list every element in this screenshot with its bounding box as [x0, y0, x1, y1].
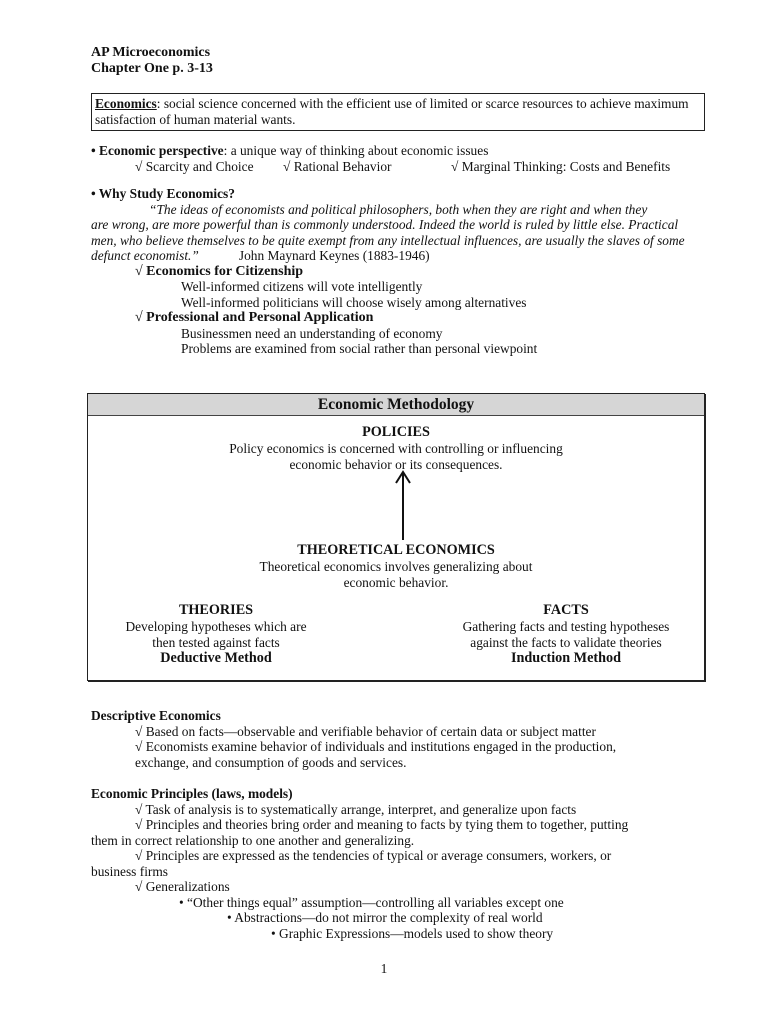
generalizations-item: √ Generalizations	[135, 879, 230, 894]
list-item-cont: them in correct relationship to one another and generalizing.	[91, 832, 415, 848]
policies-block: POLICIES Policy economics is concerned with controlling or influencing economic behavior or its consequences.	[88, 424, 704, 472]
keynes-quote: “The ideas of economists and political philosophers, both when they are right and when they are wrong, are more powerful than is commonly understood. Indeed the world is ruled by little else. Practical men, who believe themselves to be quite exempt from any intellectual influences, are usually the slaves of some defunct economist.” John Maynard Keynes (1883-1946)	[91, 201, 685, 263]
perspective-section	[91, 143, 705, 174]
list-item-cont: business firms	[91, 863, 168, 879]
professional-heading: √ Professional and Personal Application	[135, 310, 374, 325]
citizenship-heading: √ Economics for Citizenship	[135, 263, 304, 279]
list-item: √ Based on facts—observable and verifiable behavior of certain data or subject matter	[135, 723, 596, 739]
definition-box	[91, 93, 705, 131]
list-item: Businessmen need an understanding of economy	[181, 325, 443, 341]
descriptive-heading: Descriptive Economics	[91, 708, 221, 723]
sub-item: • Graphic Expressions—models used to show theory	[271, 925, 554, 941]
deductive-method: Deductive Method	[160, 650, 272, 666]
principles-heading: Economic Principles (laws, models)	[91, 786, 293, 801]
methodology-box	[87, 393, 705, 681]
list-item-cont: exchange, and consumption of goods and services.	[135, 754, 407, 770]
definition-term: Economics	[95, 96, 157, 111]
perspective-item: √ Marginal Thinking: Costs and Benefits	[451, 158, 671, 174]
perspective-items	[91, 159, 705, 175]
list-item: Well-informed politicians will choose wisely among alternatives	[181, 294, 527, 310]
theoretical-heading: THEORETICAL ECONOMICS	[297, 542, 495, 558]
perspective-text: : a unique way of thinking about economic issues	[223, 143, 489, 158]
facts-block: FACTS Gathering facts and testing hypotheses against the facts to validate theories Induction Method	[441, 602, 691, 667]
perspective-label: • Economic perspective	[91, 143, 224, 158]
why-study-section	[91, 186, 705, 357]
up-arrow-icon	[393, 470, 413, 540]
sub-item: • “Other things equal” assumption—controlling all variables except one	[179, 894, 564, 910]
definition-text: : social science concerned with the efficient use of limited or scarce resources to achieve maximum satisfaction of human material wants.	[95, 96, 689, 127]
list-item: √ Principles are expressed as the tendencies of typical or average consumers, workers, or	[135, 848, 612, 863]
list-item: √ Task of analysis is to systematically arrange, interpret, and generalize upon facts	[135, 801, 577, 817]
list-item: √ Economists examine behavior of individuals and institutions engaged in the production,	[135, 739, 617, 754]
lower-sections	[91, 708, 705, 941]
theories-block: THEORIES Developing hypotheses which are then tested against facts Deductive Method	[91, 602, 341, 667]
facts-heading: FACTS	[543, 602, 589, 618]
methodology-title: Economic Methodology	[88, 394, 704, 416]
perspective-item: √ Scarcity and Choice	[135, 158, 254, 174]
induction-method: Induction Method	[511, 650, 621, 666]
principles-section	[91, 786, 705, 941]
document-page	[91, 45, 705, 357]
list-item: Problems are examined from social rather than personal viewpoint	[181, 341, 538, 356]
course-title: AP Microeconomics	[91, 45, 211, 60]
why-study-heading: • Why Study Economics?	[91, 186, 235, 201]
list-item: √ Principles and theories bring order and meaning to facts by tying them to together, putting	[135, 817, 629, 832]
policies-heading: POLICIES	[362, 424, 430, 440]
quote-author: John Maynard Keynes (1883-1946)	[238, 248, 430, 263]
perspective-item: √ Rational Behavior	[283, 158, 392, 174]
chapter-title: Chapter One p. 3-13	[91, 61, 213, 76]
page-number: 1	[380, 961, 388, 976]
sub-item: • Abstractions—do not mirror the complexity of real world	[227, 910, 543, 925]
theoretical-block: THEORETICAL ECONOMICS Theoretical economics involves generalizing about economic behavior.	[88, 542, 704, 590]
list-item: Well-informed citizens will vote intelligently	[181, 279, 423, 294]
descriptive-section	[91, 708, 705, 770]
theories-heading: THEORIES	[178, 602, 254, 618]
